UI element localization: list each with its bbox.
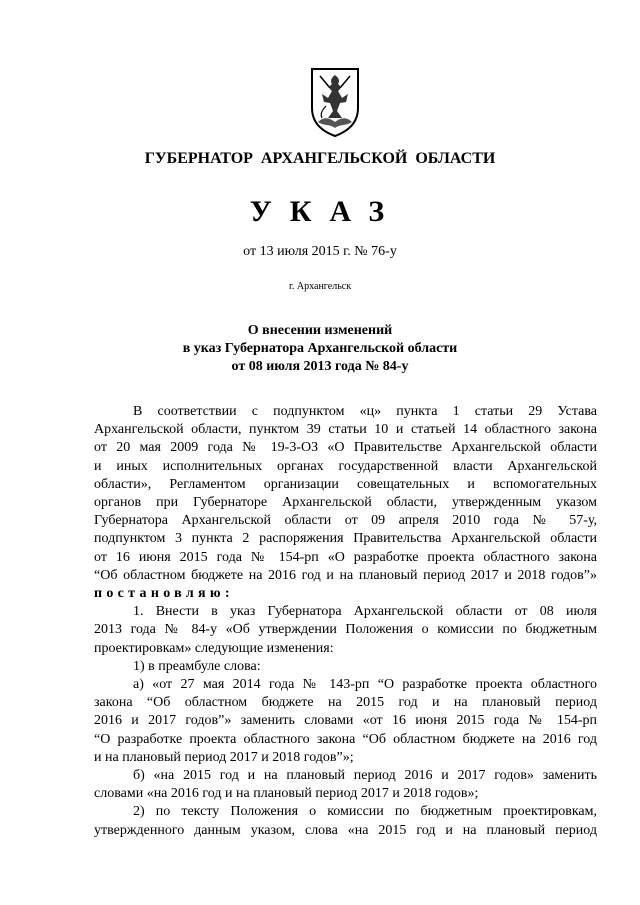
body-line: Губернатора Архангельской области от 09 апреля 2010 года № 57-у, <box>94 513 597 529</box>
issue-city: г. Архангельск <box>288 281 352 292</box>
title-line: от 08 июля 2013 года № 84-у <box>231 359 409 374</box>
body-line: от 16 июня 2015 года № 154-рп «О разработке проекта областного закона <box>94 549 597 565</box>
decree-heading: УКАЗ <box>249 195 403 228</box>
body-line: от 20 мая 2009 года № 19-3-ОЗ «О Правительстве Архангельской области <box>94 440 597 456</box>
resolve-keyword: постановляю: <box>94 586 234 602</box>
body-line: 1. Внести в указ Губернатора Архангельской области от 08 июля <box>133 604 597 620</box>
body-line: 2) по тексту Положения о комиссии по бюджетным проектировкам, <box>133 804 597 820</box>
body-line: закона “Об областном бюджете на 2015 год и на плановый период <box>94 695 597 711</box>
decree-body <box>94 403 597 840</box>
coat-of-arms-emblem <box>308 66 362 138</box>
body-line: органов при Губернаторе Архангельской области, утвержденным указом <box>94 495 597 511</box>
body-line: словами «на 2016 год и на плановый период 2017 и 2018 годов»; <box>94 786 479 802</box>
body-line: и иных исполнительных органах государственной власти Архангельской <box>94 458 597 474</box>
body-line: проектировкам» следующие изменения: <box>94 640 334 656</box>
body-line: 2013 года № 84-у «Об утверждении Положения о комиссии по бюджетным <box>94 622 597 638</box>
body-line: “О разработке проекта областного закона “Об областном бюджете на 2016 год <box>94 731 597 747</box>
title-line: О внесении изменений <box>247 323 393 338</box>
body-line: и на плановый период 2017 и 2018 годов”»; <box>94 749 354 765</box>
body-line: а) «от 27 мая 2014 года № 143-рп “О разработке проекта областного <box>133 677 597 693</box>
body-line: В соответствии с подпунктом «ц» пункта 1 статьи 29 Устава <box>133 404 597 419</box>
body-line: 2016 и 2017 годов”» заменить словами «от 16 июня 2015 года № 154-рп <box>94 713 597 729</box>
body-line: Архангельской области, пунктом 39 статьи 10 и статьей 14 областного закона <box>94 422 597 438</box>
body-line: утвержденного данным указом, слова «на 2015 год и на плановый период <box>94 822 597 838</box>
body-line: б) «на 2015 год и на плановый период 2016 и 2017 годов» заменить <box>133 768 597 784</box>
title-line: в указ Губернатора Архангельской области <box>182 341 458 356</box>
body-line: подпунктом 3 пункта 2 распоряжения Правительства Архангельской области <box>94 531 597 547</box>
body-line: области», Регламентом организации совещательных и вспомогательных <box>94 476 597 492</box>
body-line: “Об областном бюджете на 2016 год и на плановый период 2017 и 2018 годов”» <box>94 567 597 583</box>
body-line: 1) в преамбуле слова: <box>133 658 261 674</box>
decree-title <box>0 322 640 376</box>
coat-of-arms-icon <box>308 66 362 138</box>
issuer-heading: ГУБЕРНАТОР АРХАНГЕЛЬСКОЙ ОБЛАСТИ <box>144 150 496 167</box>
decree-date-number: от 13 июля 2015 г. № 76-у <box>243 244 397 259</box>
